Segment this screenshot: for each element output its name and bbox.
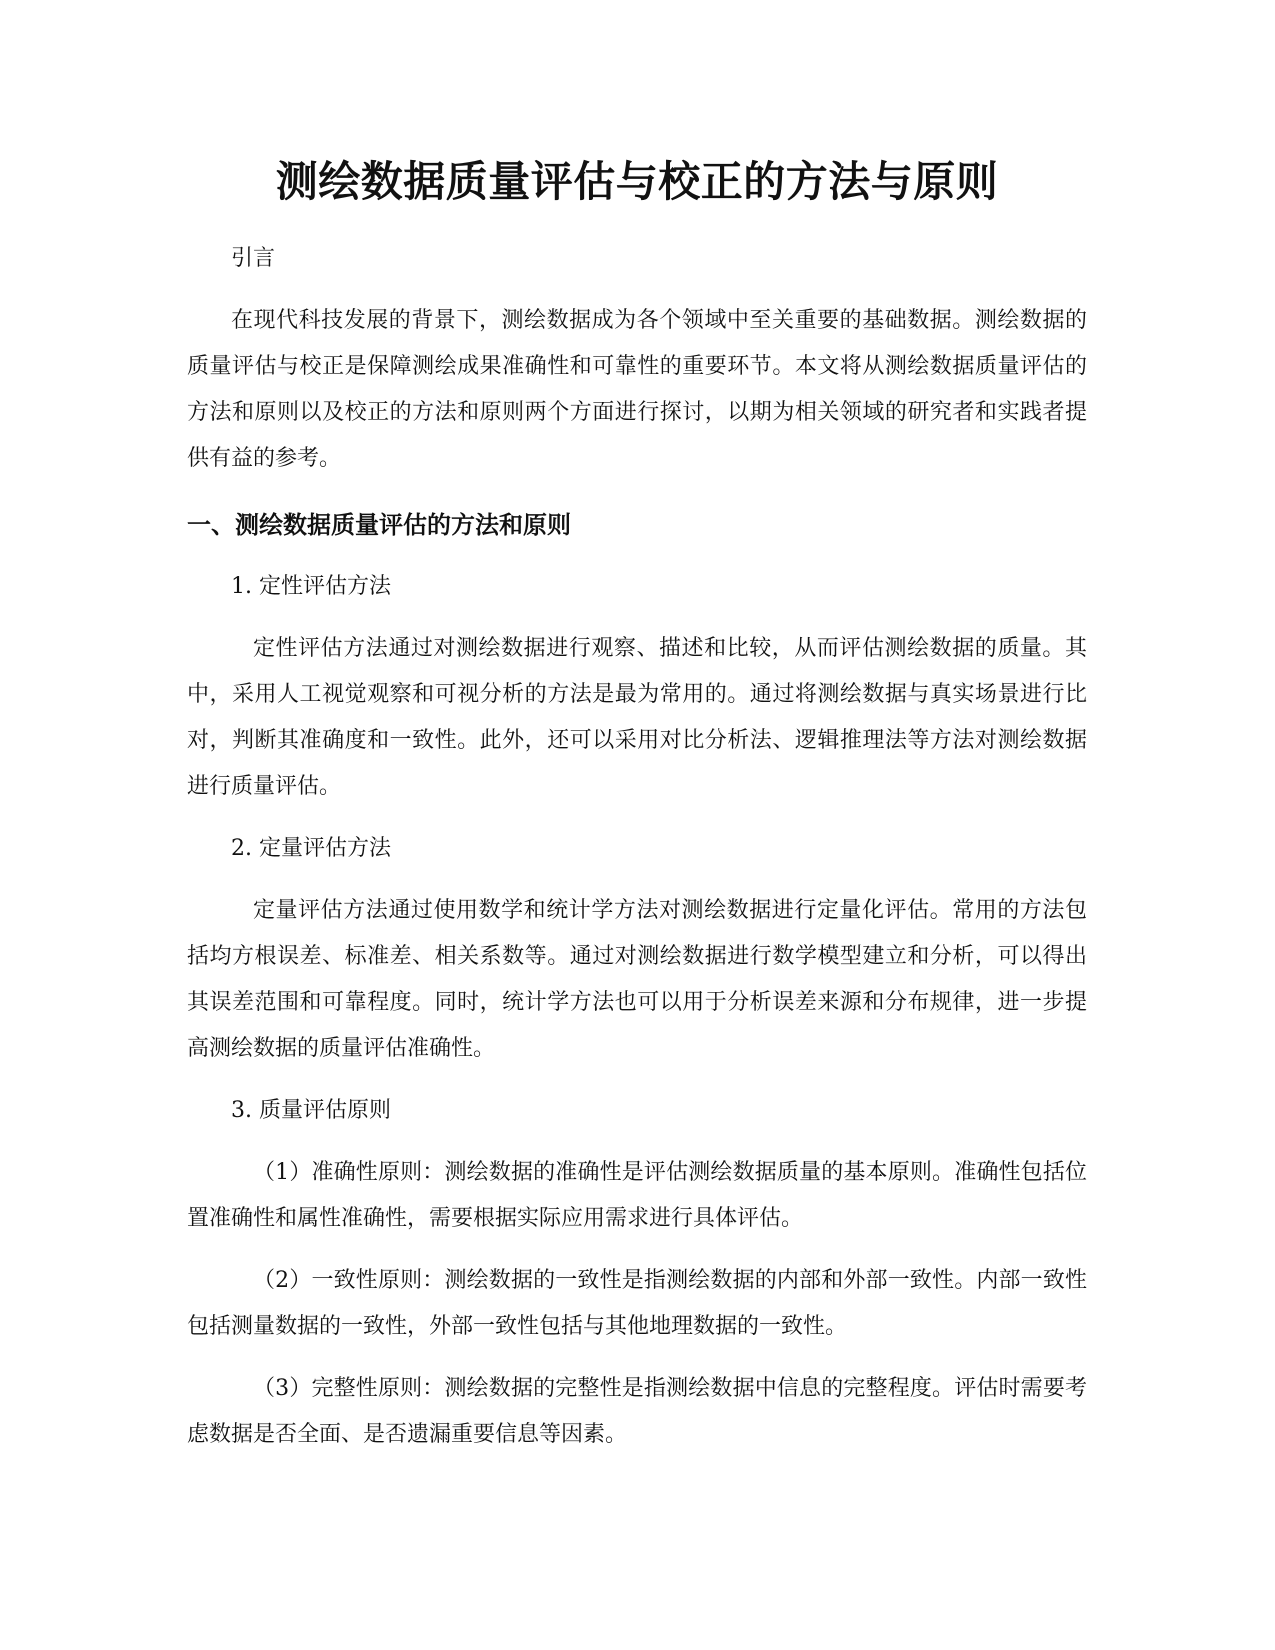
section-heading: 一、测绘数据质量评估的方法和原则 (187, 511, 571, 539)
intro-paragraph: 在现代科技发展的背景下，测绘数据成为各个领域中至关重要的基础数据。测绘数据的质量评估与校正是保障测绘成果准确性和可靠性的重要环节。本文将从测绘数据质量评估的方法和原则以及校正的方法和原则两个方面进行探讨，以期为相关领域的研究者和实践者提供有益的参考。 (187, 308, 1087, 471)
document-title: 测绘数据质量评估与校正的方法与原则 (275, 157, 999, 206)
qualitative-paragraph: 定性评估方法通过对测绘数据进行观察、描述和比较，从而评估测绘数据的质量。其中，采用人工视觉观察和可视分析的方法是最为常用的。通过将测绘数据与真实场景进行比对，判断其准确度和一致性。此外，还可以采用对比分析法、逻辑推理法等方法对测绘数据进行质量评估。 (187, 636, 1087, 799)
quantitative-paragraph: 定量评估方法通过使用数学和统计学方法对测绘数据进行定量化评估。常用的方法包括均方根误差、标准差、相关系数等。通过对测绘数据进行数学模型建立和分析，可以得出其误差范围和可靠程度。同时，统计学方法也可以用于分析误差来源和分布规律，进一步提高测绘数据的质量评估准确性。 (187, 898, 1087, 1061)
consistency-principle-paragraph: （2）一致性原则：测绘数据的一致性是指测绘数据的内部和外部一致性。内部一致性包括测量数据的一致性，外部一致性包括与其他地理数据的一致性。 (187, 1268, 1087, 1339)
subsection-label-qualitative: 1. 定性评估方法 (231, 574, 391, 599)
document-body (187, 150, 1087, 1458)
completeness-principle-paragraph: （3）完整性原则：测绘数据的完整性是指测绘数据中信息的完整程度。评估时需要考虑数据是否全面、是否遗漏重要信息等因素。 (187, 1376, 1087, 1447)
subsection-label-principles: 3. 质量评估原则 (231, 1098, 391, 1123)
accuracy-principle-paragraph: （1）准确性原则：测绘数据的准确性是评估测绘数据质量的基本原则。准确性包括位置准确性和属性准确性，需要根据实际应用需求进行具体评估。 (187, 1160, 1087, 1231)
subsection-label-quantitative: 2. 定量评估方法 (231, 836, 391, 861)
intro-label: 引言 (231, 246, 276, 271)
